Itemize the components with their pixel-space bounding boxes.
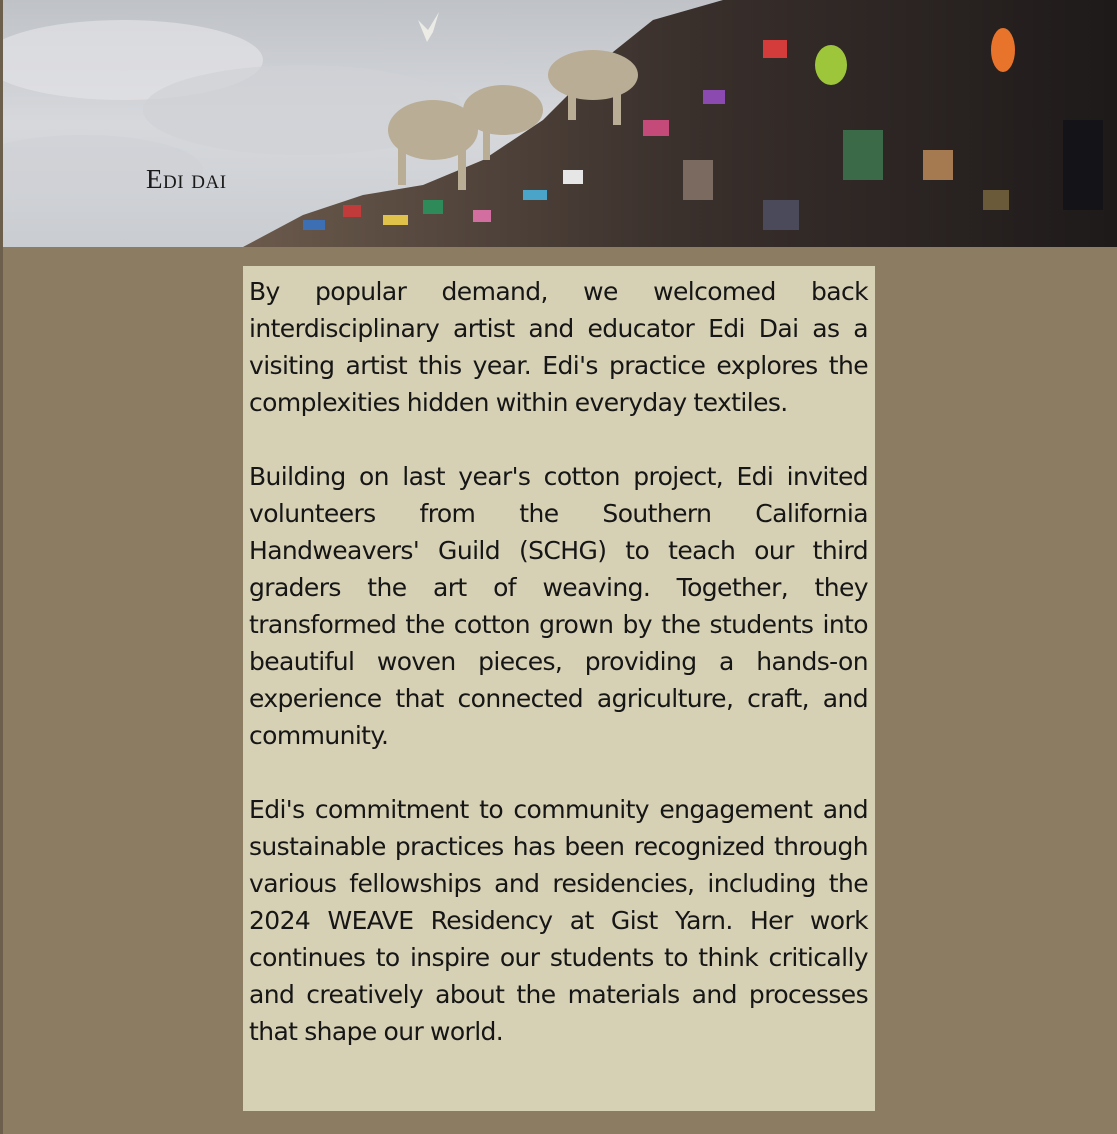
article-paragraph-2: Building on last year's cotton project, Edi invited volunteers from the Southern California Handweavers' Guild (SCHG) to teach our third graders the art of weaving. Together, they transformed the cotton grown by the students into beautiful woven pieces, providing a hands-on experience that connected agriculture, craft, and community. bbox=[249, 462, 868, 750]
banner-title: Edi dai bbox=[146, 164, 227, 194]
article-paragraph-1: By popular demand, we welcomed back interdisciplinary artist and educator Edi Dai as a visiting artist this year. Edi's practice explores the complexities hidden within everyday textiles. bbox=[249, 277, 868, 417]
article-panel bbox=[243, 266, 875, 1111]
landfill-textile-waste-photo-icon bbox=[3, 0, 1117, 247]
article-paragraph-3: Edi's commitment to community engagement and sustainable practices has been recognized through various fellowships and residencies, including the 2024 WEAVE Residency at Gist Yarn. Her work continues to inspire our students to think critically and creatively about the materials and processes that shape our world. bbox=[249, 795, 868, 1046]
header-banner bbox=[3, 0, 1117, 247]
